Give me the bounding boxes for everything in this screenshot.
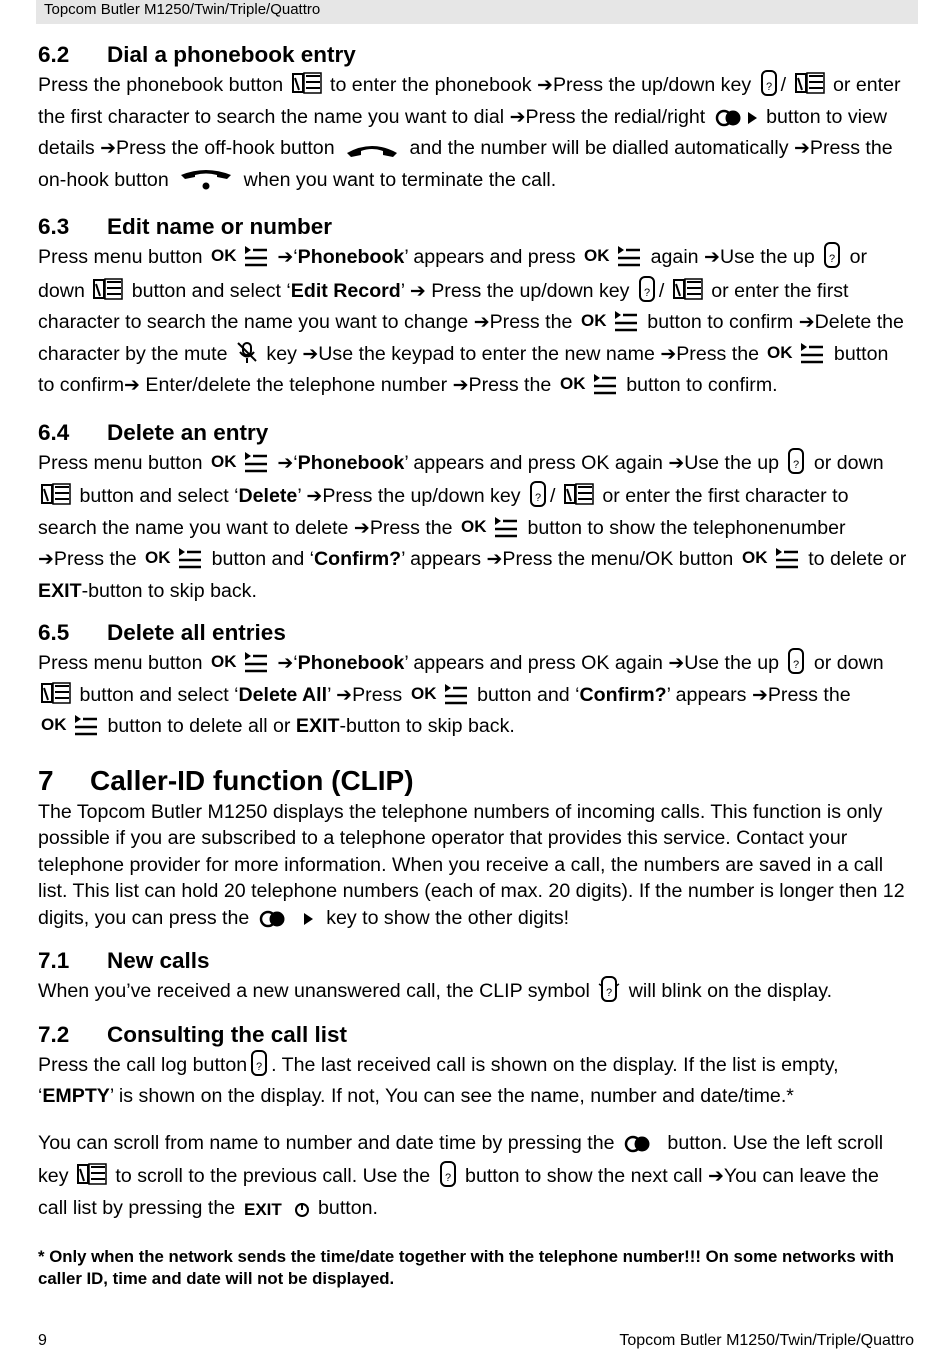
text: button to show the next call [465, 1165, 703, 1187]
bold-text: Confirm? [314, 548, 402, 570]
arrow-icon: ➔ [306, 486, 323, 507]
text: Press the [53, 548, 137, 570]
section-heading-6-3 [38, 212, 910, 242]
section-heading-6-4 [38, 418, 910, 448]
section-number: 7 [38, 764, 54, 796]
svg-text:?: ? [444, 1172, 451, 1184]
text: Press the call log button [38, 1053, 248, 1076]
off-hook-icon [343, 140, 401, 167]
text: to enter the phonebook [330, 74, 532, 96]
text: to delete or [808, 548, 907, 570]
text: ‘ [293, 652, 298, 674]
phonebook-icon [41, 483, 71, 515]
section-number: 6.5 [38, 620, 70, 645]
svg-text:OK: OK [580, 311, 607, 330]
arrow-icon: ➔ [100, 138, 117, 159]
text: Press the [468, 374, 552, 396]
text: ’ is shown on the display. If not, You can see the name, number and date/time.* [109, 1085, 794, 1107]
svg-text:OK: OK [741, 548, 768, 567]
ok-menu-icon [767, 341, 825, 373]
text: Press the up/down key [552, 74, 752, 96]
text: key [266, 342, 297, 365]
bold-text: Delete All [238, 683, 328, 706]
text: button and select ‘ [79, 485, 239, 507]
svg-text:OK: OK [559, 374, 586, 393]
text: button and select ‘ [131, 279, 291, 302]
svg-text:OK: OK [41, 715, 67, 734]
phonebook-icon [795, 72, 825, 104]
text: / [658, 279, 665, 302]
text: Use the up [684, 451, 779, 474]
arrow-icon: ➔ [793, 138, 810, 159]
text: button and ‘ [211, 548, 315, 570]
text: / [550, 485, 556, 507]
text: ‘ [293, 451, 298, 474]
page-number: 9 [38, 1332, 47, 1349]
text: ’ appears and press OK again [404, 652, 663, 674]
document-body [38, 40, 910, 1289]
text: Press the redial/right [525, 105, 706, 128]
paragraph-7 [38, 799, 910, 937]
arrow-icon: ➔ [798, 312, 815, 333]
bold-text: EMPTY [42, 1085, 110, 1107]
text: ’ appears and press [404, 246, 576, 268]
ok-menu-icon [145, 546, 203, 578]
text: . The last received call is shown on the display. If the list is empty, ‘ [38, 1053, 839, 1107]
ok-menu-icon [41, 713, 99, 745]
text: button to confirm [38, 342, 889, 396]
text: Press the [767, 683, 851, 706]
paragraph-6-2 [38, 70, 910, 198]
arrow-icon: ➔ [124, 375, 140, 396]
arrow-icon: ➔ [707, 1166, 724, 1187]
arrow-icon: ➔ [537, 75, 553, 96]
section-number: 6.3 [38, 214, 70, 239]
arrow-icon: ➔ [409, 280, 426, 302]
svg-text:EXIT: EXIT [243, 1199, 282, 1219]
phonebook-icon [77, 1163, 107, 1195]
bold-text: Phonebook [297, 246, 405, 268]
text: when you want to terminate the call. [243, 168, 557, 191]
text: will blink on the display. [628, 980, 833, 1002]
text: When you’ve received a new unanswered call, the CLIP symbol [38, 980, 590, 1002]
text: Press the [676, 342, 760, 365]
bold-text: EXIT [38, 579, 82, 602]
text: Use the up [719, 246, 815, 268]
paragraph-7-2b [38, 1130, 910, 1227]
section-number: 7.1 [38, 948, 70, 973]
text: Use the up [684, 652, 779, 674]
ok-menu-icon [581, 309, 639, 341]
ok-menu-icon [584, 244, 642, 276]
header-title: Topcom Butler M1250/Twin/Triple/Quattro [44, 1, 321, 18]
call-log-icon [823, 242, 841, 276]
paragraph-7-2a [38, 1050, 910, 1110]
text: or enter the first character to search the name you want to delete [38, 485, 849, 539]
text: Enter/delete the telephone number [145, 374, 448, 396]
section-title: Consulting the call list [107, 1021, 348, 1047]
svg-text:?: ? [534, 492, 542, 504]
svg-text:OK: OK [210, 652, 237, 671]
svg-text:?: ? [793, 458, 800, 471]
text: or down [38, 246, 868, 302]
phonebook-icon [564, 483, 594, 515]
text: ’ appears [401, 548, 481, 570]
phonebook-icon [41, 682, 71, 714]
text: ‘ [293, 246, 298, 268]
bold-text: Phonebook [297, 451, 405, 474]
phonebook-icon [93, 278, 123, 310]
arrow-icon: ➔ [751, 684, 768, 706]
text: -button to skip back. [339, 715, 515, 737]
section-title: Delete an entry [107, 419, 269, 445]
text: button to view details [38, 105, 888, 159]
text: button to confirm [647, 311, 794, 333]
arrow-icon: ➔ [277, 247, 294, 268]
bold-text: Delete [238, 485, 298, 507]
text: button to delete all or [107, 715, 291, 737]
section-heading-7-2 [38, 1020, 910, 1050]
section-number: 6.4 [38, 419, 70, 445]
section-number: 6.2 [38, 42, 70, 67]
svg-text:OK: OK [410, 683, 437, 703]
arrow-icon: ➔ [38, 549, 54, 570]
svg-text:OK: OK [767, 342, 793, 362]
call-log-icon [787, 648, 805, 682]
svg-text:?: ? [643, 286, 650, 299]
svg-text:OK: OK [210, 451, 237, 471]
arrow-icon: ➔ [473, 312, 490, 333]
text: button and ‘ [477, 683, 580, 706]
ok-menu-icon [211, 450, 269, 482]
text: Press the phonebook button [38, 74, 284, 96]
section-title: Dial a phonebook entry [107, 42, 356, 67]
svg-text:OK: OK [210, 246, 237, 265]
svg-text:?: ? [765, 81, 772, 93]
call-log-icon [250, 1050, 268, 1084]
paragraph-6-4 [38, 448, 910, 605]
exit-icon [244, 1199, 310, 1227]
paragraph-6-3 [38, 242, 910, 404]
call-log-icon [760, 70, 778, 104]
footnote: * Only when the network sends the time/date together with the telephone number!!! On some networks with caller ID, time and date will not be displayed. [38, 1247, 894, 1288]
text: button and select ‘ [79, 683, 239, 706]
call-log-icon [638, 276, 656, 310]
section-number: 7.2 [38, 1021, 70, 1047]
text: button. [318, 1196, 378, 1219]
bold-text: Edit Record [290, 279, 401, 302]
phonebook-icon [673, 278, 703, 310]
svg-text:OK: OK [584, 246, 610, 265]
ok-menu-icon [411, 682, 469, 714]
text: Press the on-hook button [38, 137, 893, 191]
text: or down [813, 652, 884, 674]
arrow-icon: ➔ [277, 653, 294, 674]
section-heading-6-5 [38, 618, 910, 648]
arrow-icon: ➔ [452, 375, 469, 396]
text: Press menu button [38, 451, 203, 474]
text: ’ appears [666, 683, 747, 706]
text: Delete the character by the mute [38, 311, 904, 365]
text: ’ [327, 683, 331, 706]
arrow-icon: ➔ [277, 452, 294, 474]
chapter-heading-7 [38, 763, 910, 799]
text: Press the off-hook button [116, 137, 335, 159]
svg-text:OK: OK [461, 516, 487, 536]
redial-right-icon [714, 108, 758, 136]
bold-text: Phonebook [297, 652, 405, 674]
text: button to confirm. [626, 374, 778, 396]
redial-right-icon [258, 909, 318, 937]
svg-text:?: ? [606, 987, 613, 999]
arrow-icon: ➔ [704, 247, 720, 268]
section-title: Edit name or number [107, 214, 333, 239]
clip-symbol-icon [598, 976, 620, 1010]
text: Press [352, 683, 403, 706]
arrow-icon: ➔ [509, 106, 526, 128]
text: button. Use the left scroll key [38, 1131, 884, 1187]
arrow-icon: ➔ [668, 452, 685, 474]
mute-icon [236, 341, 258, 373]
section-title: Delete all entries [107, 620, 286, 645]
text: You can leave the call list by pressing the [38, 1165, 879, 1219]
text: Press the up/down key [431, 279, 630, 302]
redial-icon [623, 1134, 659, 1162]
text: Press the [489, 311, 573, 333]
call-log-icon [787, 448, 805, 482]
phonebook-icon [292, 72, 322, 104]
section-title: Caller-ID function (CLIP) [90, 764, 414, 796]
text: Press menu button [38, 246, 203, 268]
arrow-icon: ➔ [660, 343, 677, 365]
text: key to show the other digits! [326, 906, 570, 929]
text: Press the [369, 516, 453, 539]
on-hook-icon [177, 169, 235, 199]
text: ’ appears and press OK again [404, 451, 663, 474]
bold-text: EXIT [295, 715, 340, 737]
text: or enter the first character to search the name you want to change [38, 279, 849, 333]
arrow-icon: ➔ [302, 343, 319, 365]
paragraph-7-1 [38, 976, 910, 1010]
text: The Topcom Butler M1250 displays the telephone numbers of incoming calls. This function is only possible if you are subscribed to a telephone operator that provides this service. Contact your telephone provider for more information. When you receive a call, the numbers are saved in a call list. This list can hold 20 telephone numbers (each of max. 20 digits). If the number is longer then 12 digits, you can press the [38, 800, 905, 929]
section-heading-6-2 [38, 40, 910, 70]
call-log-icon [439, 1161, 457, 1195]
paragraph-6-5 [38, 648, 910, 745]
ok-menu-icon [461, 515, 519, 547]
section-title: New calls [107, 948, 210, 973]
text: and the number will be dialled automatically [409, 137, 789, 159]
call-log-icon [529, 481, 547, 515]
text: button to show the telephonenumber [527, 516, 846, 539]
arrow-icon: ➔ [353, 517, 370, 539]
text: ’ [400, 279, 405, 302]
arrow-icon: ➔ [486, 549, 503, 570]
arrow-icon: ➔ [668, 653, 685, 674]
text: Press menu button [38, 652, 203, 674]
svg-text:?: ? [256, 1060, 263, 1073]
svg-text:?: ? [793, 659, 800, 671]
arrow-icon: ➔ [336, 684, 353, 706]
text: ’ [297, 485, 301, 507]
text: or enter the first character to search the name you want to dial [38, 74, 901, 128]
text: You can scroll from name to number and date time by pressing the [38, 1131, 615, 1154]
text: or down [813, 451, 884, 474]
svg-text:?: ? [829, 253, 836, 265]
page-header [36, 0, 918, 24]
text: / [780, 74, 787, 96]
text: -button to skip back. [81, 579, 257, 602]
section-heading-7-1 [38, 946, 910, 976]
text: Press the menu/OK button [502, 548, 734, 570]
text: again [650, 246, 699, 268]
ok-menu-icon [211, 244, 269, 276]
svg-text:OK: OK [145, 548, 171, 567]
text: Use the keypad to enter the new name [318, 342, 655, 365]
ok-menu-icon [742, 546, 800, 578]
text: Press the up/down key [322, 485, 521, 507]
bold-text: Confirm? [579, 683, 667, 706]
ok-menu-icon [211, 650, 269, 682]
footer-title: Topcom Butler M1250/Twin/Triple/Quattro [619, 1332, 914, 1349]
text: to scroll to the previous call. Use the [115, 1165, 431, 1187]
ok-menu-icon [560, 372, 618, 404]
